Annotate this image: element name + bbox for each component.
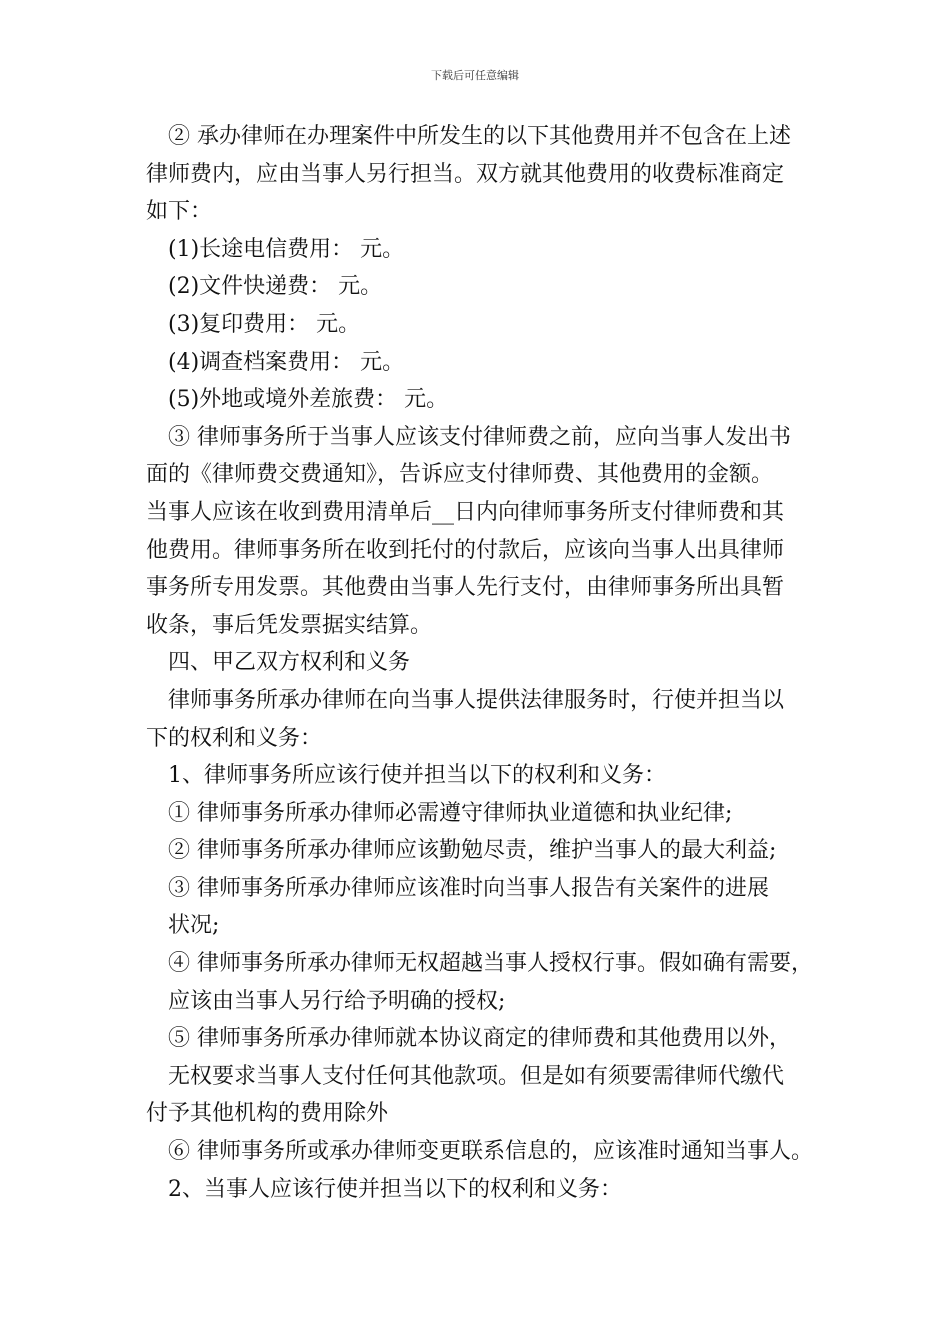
paragraph-line: 如下： [146, 199, 213, 225]
paragraph-line: ⑥ 律师事务所或承办律师变更联系信息的，应该准时通知当事人。 [168, 1139, 813, 1165]
paragraph-line: 收条，事后凭发票据实结算。 [146, 612, 433, 638]
document-body [146, 118, 818, 1208]
paragraph-line: 当事人应该在收到费用清单后__日内向律师事务所支付律师费和其 [146, 499, 785, 525]
paragraph-line: 四、甲乙双方权利和义务 [168, 650, 411, 676]
paragraph-line: (2)文件快递费： 元。 [168, 274, 383, 300]
paragraph-line: 律师事务所承办律师在向当事人提供法律服务时，行使并担当以 [168, 687, 785, 713]
paragraph-line: 状况; [168, 913, 220, 939]
paragraph-line: ② 承办律师在办理案件中所发生的以下其他费用并不包含在上述 [168, 124, 791, 149]
paragraph-line: 他费用。律师事务所在收到托付的付款后，应该向当事人出具律师 [146, 537, 785, 563]
paragraph-line: 2、当事人应该行使并担当以下的权利和义务： [168, 1176, 622, 1202]
paragraph-line: (5)外地或境外差旅费： 元。 [168, 387, 449, 413]
paragraph-line: ⑤ 律师事务所承办律师就本协议商定的律师费和其他费用以外， [168, 1026, 791, 1052]
paragraph-line: (1)长途电信费用： 元。 [168, 236, 405, 262]
paragraph-line: (4)调查档案费用： 元。 [168, 349, 405, 375]
paragraph-line: 下的权利和义务： [146, 725, 323, 751]
paragraph-line: ② 律师事务所承办律师应该勤勉尽责，维护当事人的最大利益; [168, 838, 777, 864]
paragraph-line: 1、律师事务所应该行使并担当以下的权利和义务： [168, 763, 666, 789]
paragraph-line: 应该由当事人另行给予明确的授权; [168, 988, 506, 1014]
page-header: 下载后可任意编辑 [431, 69, 519, 82]
paragraph-line: 付予其他机构的费用除外 [146, 1101, 389, 1127]
paragraph-line: 面的《律师费交费通知》，告诉应支付律师费、其他费用的金额。 [146, 462, 774, 488]
paragraph-line: (3)复印费用： 元。 [168, 311, 361, 337]
paragraph-line: 事务所专用发票。其他费由当事人先行支付，由律师事务所出具暂 [146, 575, 785, 601]
paragraph-line: 无权要求当事人支付任何其他款项。但是如有须要需律师代缴代 [168, 1063, 785, 1089]
paragraph-line: 律师费内，应由当事人另行担当。双方就其他费用的收费标准商定 [146, 161, 785, 187]
paragraph-line: ③ 律师事务所承办律师应该准时向当事人报告有关案件的进展 [168, 875, 769, 901]
paragraph-line: ④ 律师事务所承办律师无权超越当事人授权行事。假如确有需要， [168, 951, 813, 977]
paragraph-line: ③ 律师事务所于当事人应该支付律师费之前，应向当事人发出书 [168, 424, 791, 450]
paragraph-line: ① 律师事务所承办律师必需遵守律师执业道德和执业纪律; [168, 800, 733, 826]
